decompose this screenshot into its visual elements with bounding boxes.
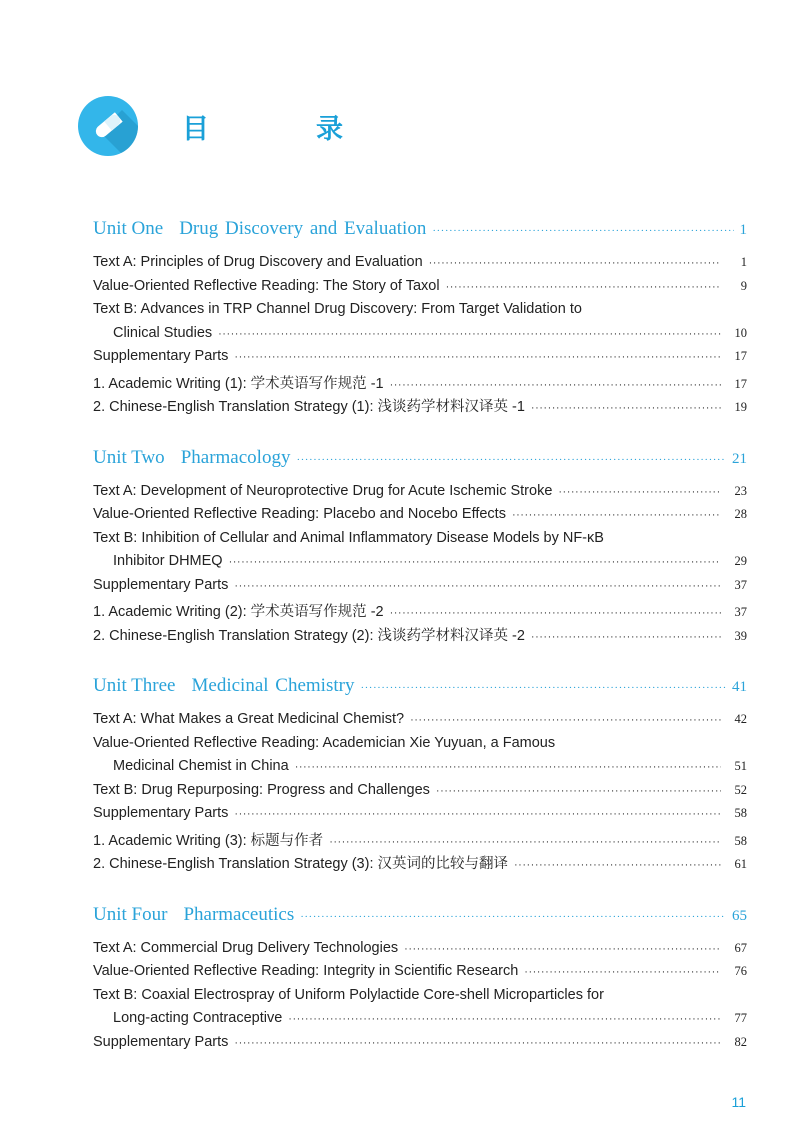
toc-entry[interactable]: [93, 348, 747, 372]
toc-header: [78, 95, 383, 157]
entry-page: 23: [734, 483, 747, 498]
toc-entry[interactable]: [93, 254, 747, 278]
entry-title: Text A: Development of Neuroprotective Drug for Acute Ischemic Stroke: [93, 482, 553, 499]
dot-leader: [524, 966, 721, 978]
dot-leader: [404, 943, 721, 955]
entry-page: 1: [740, 255, 747, 269]
toc-entry[interactable]: [93, 852, 747, 876]
toc-entry[interactable]: [93, 1010, 747, 1034]
entry-title: Value-Oriented Reflective Reading: The Story of Taxol: [93, 277, 440, 294]
entry-title: 2. Chinese-English Translation Strategy (3): 汉英词的比较与翻译: [93, 856, 508, 872]
entry-title: Clinical Studies: [113, 324, 213, 341]
dot-leader: [446, 281, 721, 293]
entry-page: 52: [734, 782, 747, 797]
entry-title: 2. Chinese-English Translation Strategy (2): 浅谈药学材料汉译英 -2: [93, 627, 525, 644]
page-title: 目 录: [182, 113, 383, 145]
entry-title: Value-Oriented Reflective Reading: Integrity in Scientific Research: [93, 963, 519, 979]
toc-unit: [93, 447, 747, 648]
dot-leader: [558, 486, 721, 498]
dot-leader: [410, 714, 721, 726]
entry-page: 17: [734, 349, 747, 363]
dot-leader: [512, 509, 721, 521]
entry-page: 37: [734, 577, 747, 592]
toc-entry[interactable]: [93, 829, 747, 853]
dot-leader: [436, 785, 721, 797]
unit-page: 65: [732, 907, 747, 924]
unit-heading[interactable]: [93, 218, 747, 244]
entry-title: Inhibitor DHMEQ: [113, 553, 223, 569]
entry-page: 61: [734, 857, 747, 871]
dot-leader: [295, 761, 721, 773]
dot-leader: [234, 808, 721, 820]
toc-entry[interactable]: [93, 940, 747, 964]
entry-title: Supplementary Parts: [93, 348, 229, 364]
dot-leader: [329, 836, 721, 848]
toc-entry[interactable]: [93, 553, 747, 577]
entry-title: Value-Oriented Reflective Reading: Placebo and Nocebo Effects: [93, 506, 506, 522]
entry-title: Text B: Inhibition of Cellular and Animal Inflammatory Disease Models by NF-κB: [93, 529, 604, 546]
toc-entry[interactable]: [93, 278, 747, 302]
unit-number: Unit Two: [93, 446, 165, 468]
dot-leader: [514, 859, 721, 871]
dot-leader: [296, 454, 726, 466]
entry-page: 28: [734, 507, 747, 521]
toc-entry[interactable]: [93, 782, 747, 806]
toc-entry[interactable]: [93, 987, 747, 1011]
table-of-contents: [93, 218, 747, 1085]
entry-title: 1. Academic Writing (1): 学术英语写作规范 -1: [93, 375, 384, 392]
dot-leader: [390, 607, 721, 619]
toc-entry[interactable]: [93, 805, 747, 829]
dot-leader: [429, 257, 721, 269]
dot-leader: [234, 351, 721, 363]
dot-leader: [288, 1013, 721, 1025]
unit-number: Unit One: [93, 218, 164, 239]
entry-title: Supplementary Parts: [93, 576, 229, 593]
toc-entry[interactable]: [93, 395, 747, 419]
entry-page: 10: [734, 325, 747, 340]
toc-entry[interactable]: [93, 506, 747, 530]
unit-page: 41: [732, 679, 747, 695]
toc-entry[interactable]: [93, 1034, 747, 1058]
dot-leader: [218, 328, 721, 340]
entry-title: Text A: Commercial Drug Delivery Technologies: [93, 939, 399, 956]
dot-leader: [531, 402, 721, 414]
entry-title: 2. Chinese-English Translation Strategy (1): 浅谈药学材料汉译英 -1: [93, 399, 525, 415]
entry-title: Long-acting Contraceptive: [113, 1010, 283, 1026]
entry-page: 42: [734, 712, 747, 726]
page-number: 11: [731, 1094, 746, 1110]
toc-entry[interactable]: [93, 372, 747, 396]
toc-entry[interactable]: [93, 600, 747, 624]
entry-page: 19: [734, 400, 747, 414]
toc-entry[interactable]: [93, 301, 747, 325]
pill-icon: [78, 96, 138, 156]
entry-title: Medicinal Chemist in China: [113, 758, 289, 774]
entry-title: Text B: Advances in TRP Channel Drug Discovery: From Target Validation to: [93, 301, 582, 317]
entry-page: 82: [734, 1034, 747, 1049]
toc-entry[interactable]: [93, 624, 747, 648]
unit-title: Medicinal Chemistry: [191, 675, 355, 696]
toc-unit: [93, 904, 747, 1058]
entry-title: Text B: Drug Repurposing: Progress and Challenges: [93, 781, 430, 798]
entry-title: Supplementary Parts: [93, 805, 229, 821]
entry-page: 29: [734, 554, 747, 568]
entry-page: 58: [734, 833, 747, 848]
toc-entry[interactable]: [93, 325, 747, 349]
unit-title: Pharmacology: [180, 446, 291, 468]
entry-page: 37: [734, 605, 747, 619]
toc-entry[interactable]: [93, 963, 747, 987]
entry-page: 17: [734, 376, 747, 391]
dot-leader: [360, 682, 726, 694]
entry-page: 77: [734, 1011, 747, 1025]
entry-title: 1. Academic Writing (3): 标题与作者: [93, 832, 324, 849]
dot-leader: [234, 1037, 721, 1049]
toc-unit: [93, 675, 747, 876]
dot-leader: [390, 379, 721, 391]
toc-entry[interactable]: [93, 758, 747, 782]
unit-heading[interactable]: [93, 447, 747, 473]
unit-heading[interactable]: [93, 904, 747, 930]
dot-leader: [300, 911, 726, 923]
unit-title: Pharmaceutics: [183, 903, 295, 925]
toc-entry[interactable]: [93, 735, 747, 759]
toc-entry[interactable]: [93, 711, 747, 735]
entry-page: 67: [734, 940, 747, 955]
entry-title: Text A: Principles of Drug Discovery and Evaluation: [93, 254, 423, 270]
unit-number: Unit Four: [93, 903, 168, 925]
dot-leader: [432, 225, 733, 237]
entry-title: 1. Academic Writing (2): 学术英语写作规范 -2: [93, 604, 384, 620]
entry-page: 76: [734, 964, 747, 978]
entry-title: Text A: What Makes a Great Medicinal Chemist?: [93, 711, 405, 727]
entry-page: 39: [734, 628, 747, 643]
toc-unit: [93, 218, 747, 419]
toc-entry[interactable]: [93, 530, 747, 554]
unit-number: Unit Three: [93, 675, 176, 696]
entry-title: Text B: Coaxial Electrospray of Uniform Polylactide Core-shell Microparticles for: [93, 986, 604, 1003]
toc-entry[interactable]: [93, 483, 747, 507]
dot-leader: [531, 631, 721, 643]
dot-leader: [234, 580, 721, 592]
entry-title: Value-Oriented Reflective Reading: Academician Xie Yuyuan, a Famous: [93, 734, 556, 751]
unit-title: Drug Discovery and Evaluation: [179, 218, 427, 239]
entry-title: Supplementary Parts: [93, 1033, 229, 1050]
entry-page: 9: [740, 278, 747, 293]
dot-leader: [229, 556, 721, 568]
toc-entry[interactable]: [93, 577, 747, 601]
entry-page: 58: [734, 806, 747, 820]
unit-page: 1: [739, 222, 747, 238]
entry-page: 51: [734, 759, 747, 773]
unit-page: 21: [732, 450, 747, 467]
unit-heading[interactable]: [93, 675, 747, 701]
